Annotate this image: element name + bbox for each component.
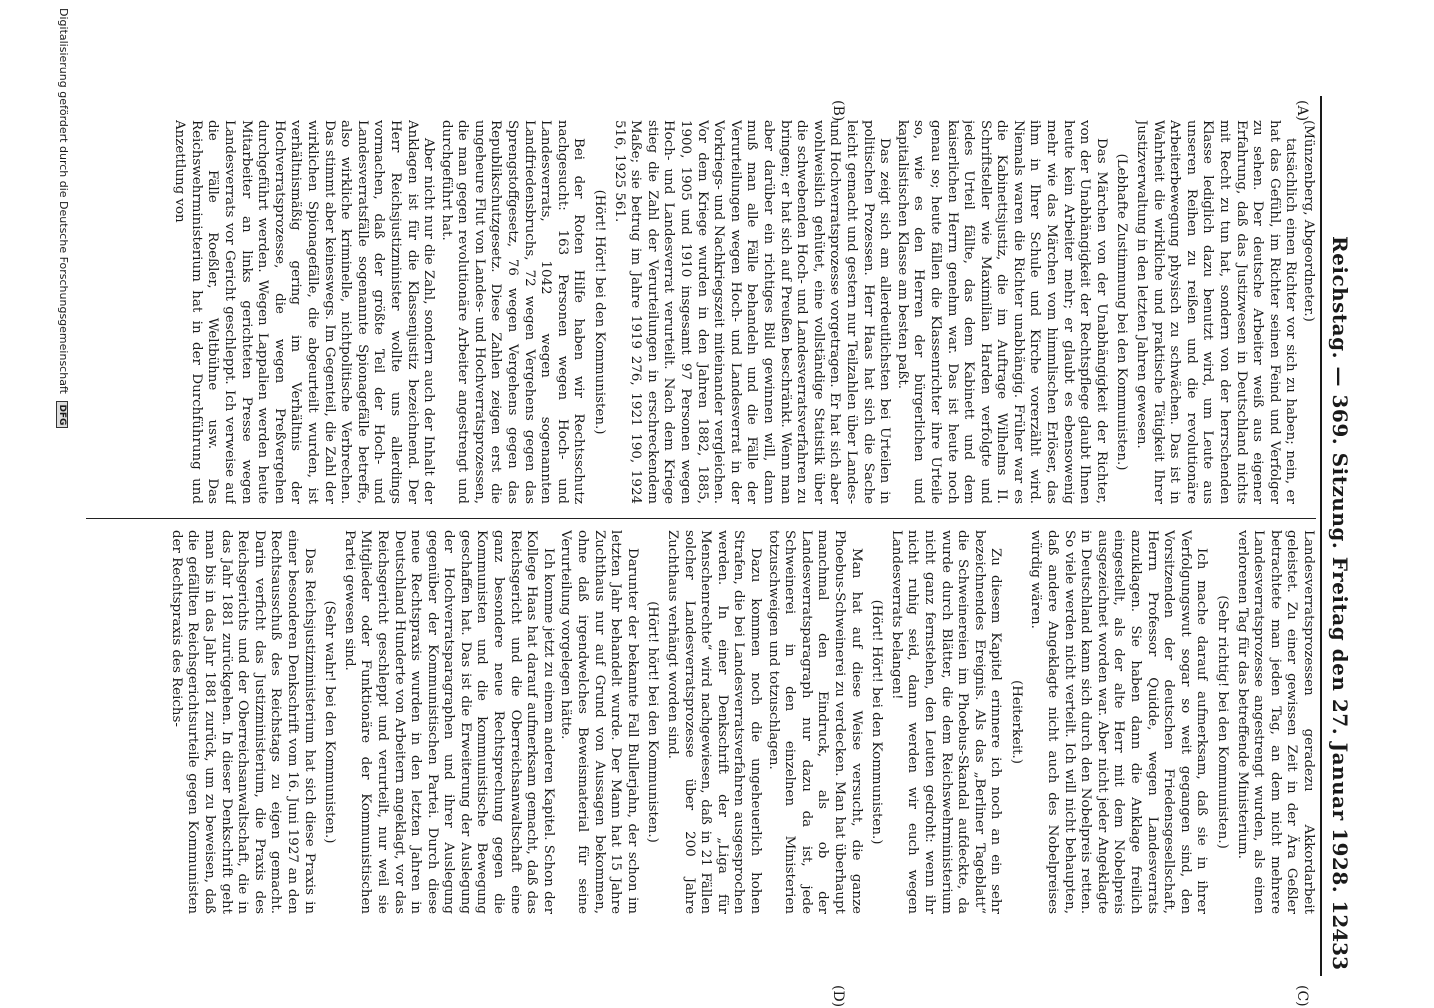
page-number: 12433	[1328, 900, 1352, 970]
margin-letter-a: (A)	[1294, 100, 1310, 122]
speaker-label: (Münzenberg, Abgeordneter.)	[1301, 120, 1316, 322]
margin-letter-d: (D)	[830, 985, 846, 1008]
interjection: (Sehr wahr! bei den Kommunisten.)	[322, 600, 338, 844]
paragraph: Das Märchen von der Unabhängigkeit der Richter, von der Unabhängigkeit der Rechtspflege glaubt Ihnen heute kein Arbeiter mehr; er glaubt es ebensowenig mehr wie das Märchen vom himmlischen Erlöser, das ihm in Ihrer Schule und Kirche vorerzählt wird. Niemals waren die Richter unabhängig. Früher war es die Kabinettsjustiz, die im Auftrage Wilhelms II. Schriftsteller wie Maximilian Harden verfolgte und jedes Urteil fällte, das dem Kabinett und dem kaiserlichen Herrn genehm war. Das ist heute noch genau so; heute fällen die Klassenrichter ihre Urteile so, wie es den Herren der bürgerlichen und kapitalistischen Klasse am besten paßt.	[894, 120, 1109, 504]
page-header	[1320, 96, 1356, 976]
left-text-column	[86, 120, 1316, 504]
digitization-footer	[56, 0, 70, 1008]
paragraph: tatsächlich einen Richter vor sich zu haben; nein, er hat das Gefühl, im Richter seinen Feind und Verfolger zu sehen. Der deutsche Arbeiter weiß aus eigener Erfahrung, daß das Justizwesen in Deutschland nichts mit Recht zu tun hat, sondern von der herrschenden Klasse lediglich dazu benutzt wird, um Leute aus unseren Reihen zu reißen und die revolutionäre Arbeiterbewegung physisch zu schwächen. Das ist in Wahrheit die wirkliche und praktische Tätigkeit Ihrer Justizverwaltung in den letzten Jahren gewesen.	[1134, 120, 1299, 504]
margin-letter-c: (C)	[1294, 985, 1310, 1007]
margin-letter-b: (B)	[830, 100, 846, 122]
paragraph: Ich komme jetzt zu einem anderen Kapitel. Schon der Kollege Haas hat darauf aufmerksam gemacht, daß das Reichsgericht und die Oberreichsanwaltschaft eine ganz besondere neue Rechtsprechung gegen die Kommunisten und die kommunistische Bewegung geschaffen hat. Das ist die Erweiterung der Auslegung der Hochverratsparagraphen und ihrer Auslegung gegenüber der Kommunistischen Partei. Durch diese neue Rechtspraxis wurden in den letzten Jahren in Deutschland Hunderte von Arbeitern angeklagt, vor das Reichsgericht geschleppt und verurteilt, nur weil sie Mitglieder oder Funktionäre der Kommunistischen Partei gewesen sind.	[341, 530, 556, 914]
right-text-column	[86, 530, 1316, 914]
paragraph: Das zeigt sich am allerdeutlichsten bei Urteilen in politischen Prozessen. Herr Haas hat sich die Sache leicht gemacht und gestern nur Teilzahlen über Landes- und Hochverratsprozesse vorgetragen. Er hat sich aber wohlweislich gehütet, eine vollständige Statistik über die schwebenden Hoch- und Landesverratsverfahren zu bringen; er hat sich auf Preußen beschränkt. Wenn man aber darüber ein richtiges Bild gewinnen will, dann muß man alle Fälle behandeln und die Fälle der Verurteilungen wegen Hoch- und Landesverrat in der Vorkriegs- und Nachkriegszeit miteinander vergleichen. Vor dem Kriege wurden in den Jahren 1882, 1885, 1900, 1905 und 1910 insgesamt 97 Personen wegen Hoch- und Landesverrat verurteilt. Nach dem Kriege stieg die Zahl der Verurteilungen in erschreckendem Maße; sie betrug im Jahre 1919 276, 1921 190, 1924 516, 1925 561.	[611, 120, 893, 504]
header-title: Reichstag. — 369. Sitzung. Freitag den 27. Januar 1928.	[1328, 236, 1352, 894]
interjection: (Lebhafte Zustimmung bei den Kommunisten.)	[1114, 153, 1130, 471]
paragraph: Aber nicht nur die Zahl, sondern auch der Inhalt der Anklagen ist für die Klassenjustiz bezeichnend. Der Herr Reichsjustizminister wollte uns allerdings vormachen, daß der größte Teil der Hoch- und Landesverratsfälle sogenannte Spionagefälle betreffe, also wirkliche kriminelle, nichtpolitische Verbrechen. Das stimmt aber keineswegs. Im Gegenteil, die Zahl der wirklichen Spionagefälle, die abgeurteilt wurden, ist verhältnismäßig gering im Verhältnis der Hochverratsprozesse, die wegen Preßvergehen durchgeführt werden. Wegen Lappalien werden heute Mitarbeiter an links gerichteten Presse wegen Landesverrats vor Gericht geschleppt. Ich verweise auf die Fälle Roeßler, Weltbühne usw. Das Reichswehrministerium hat in der Durchführung und Anzettlung von	[172, 120, 437, 504]
column-divider	[86, 518, 1316, 519]
footer-text: Digitalisierung gefördert durch die Deutsche Forschungsgemeinschaft	[57, 8, 70, 394]
paragraph: Man hat auf diese Weise versucht, die ganze Phoebus-Schweinerei zu verdecken. Man hat überhaupt manchmal den Eindruck, als ob der Landesverratsparagraph nur dazu da ist, jede Schweinerei in den einzelnen Ministerien totzuschweigen und totzuschlagen.	[765, 530, 864, 914]
paragraph: Das Reichsjustizministerium hat sich diese Praxis in einer besonderen Denkschrift vom 16. Juni 1927 an den Rechtsausschuß des Reichstags zu eigen gemacht. Darin verficht das Justizministerium, die Praxis des Reichsgerichts und der Oberreichsanwaltschaft, die in das Jahr 1881 zurückgehen. In dieser Denkschrift geht man bis in das Jahr 1881 zurück, um zu beweisen, daß die gefällten Reichsgerichtsurteile gegen Kommunisten der Rechtspraxis des Reichs-	[168, 530, 317, 914]
paragraph: Dazu kommen noch die ungeheuerlich hohen Strafen, die bei Landesverratsverfahren ausgesprochen werden. In einer Denkschrift der „Liga für Menschenrechte“ wird nachgewiesen, daß in 21 Fällen solcher Landesverratsprozesse über 200 Jahre Zuchthaus verhängt worden sind.	[665, 530, 763, 914]
interjection: (Sehr richtig! bei den Kommunisten.)	[1215, 595, 1231, 849]
interjection: (Heiterkeit.)	[1008, 680, 1024, 764]
interjection: (Hört! Hört! bei den Kommunisten.)	[592, 189, 608, 435]
paragraph: Darunter der bekannte Fall Bullerjahn, der schon im letzten Jahr behandelt wurde. Der Mann hat 15 Jahre Zuchthaus nur auf Grund von Aussagen bekommen, ohne daß irgendwelches Beweismaterial für seine Verurteilung vorgelegen hätte.	[558, 530, 640, 914]
paragraph: Zu diesem Kapitel erinnere ich noch an ein sehr bezeichnendes Ereignis. Als das „Berliner Tageblatt“ die Schweinereien im Phoebus-Skandal aufdeckte, da wurde durch Blätter, die dem Reichswehrministerium nicht ganz fernstehen, den Leuten gedroht: wenn ihr nicht ruhig seid, dann werden wir euch wegen Landesverrats belangen!	[888, 530, 1004, 914]
paragraph: Landesverratsprozessen geradezu Akkordarbeit geleistet. Zu einer gewissen Zeit in der Ära Geßler betrachtete man jeden Tag, an dem nicht mehrere Landesverratsprozesse angestrengt wurden, als einen verlorenen Tag für das betreffende Ministerium.	[1234, 530, 1316, 914]
dfg-logo: DFG	[56, 401, 68, 428]
paragraph: Bei der Roten Hilfe haben wir Rechtsschutz nachgesucht: 163 Personen wegen Hoch- und Landesverrats, 1042 wegen sogenannten Landfriedensbruchs, 72 wegen Vergehens gegen das Sprengstoffgesetz, 76 wegen Vergehens gegen das Republikschutzgesetz. Diese Zahlen zeigen erst die ungeheure Flut von Landes- und Hochverratsprozessen, die man gegen revolutionäre Arbeiter angestrengt und durchgeführt hat.	[438, 120, 587, 504]
interjection: (Hört! Hört! bei den Kommunisten.)	[869, 599, 885, 845]
interjection: (Hört! hört! bei den Kommunisten.)	[645, 601, 661, 843]
paragraph: Ich mache darauf aufmerksam, daß sie in ihrer Verfolgungswut sogar so weit gegangen sind, den Vorsitzenden der deutschen Friedensgesellschaft, Herrn Professor Quidde, wegen Landesverrats anzuklagen. Sie haben dann die Anklage freilich eingestellt, als der alte Herr mit dem Nobelpreis ausgezeichnet worden war. Aber nicht jeder Angeklagte in Deutschland kann sich durch den Nobelpreis retten. So viele werden nicht verteilt. Ich will nicht behaupten, daß andere Angeklagte nicht auch des Nobelpreises würdig wären.	[1028, 530, 1210, 914]
